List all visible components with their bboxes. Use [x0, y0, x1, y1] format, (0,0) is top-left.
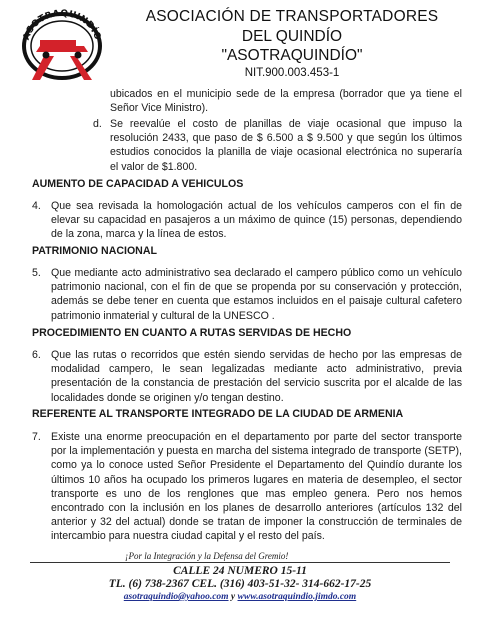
numbered-item: [32, 266, 462, 323]
section-heading: PROCEDIMIENTO EN CUANTO A RUTAS SERVIDAS DE HECHO: [32, 327, 352, 339]
logo-text: ASOTRAQUINDÍO: [21, 8, 103, 42]
section-heading: REFERENTE AL TRANSPORTE INTEGRADO DE LA CIUDAD DE ARMENIA: [32, 408, 404, 420]
item-text: Que mediante acto administrativo sea declarado el campero público como un vehículo patrimonio nacional, con el fin de que se propenda por su conservación y protección, además se debe tener en cuenta que estamos incluidos en el paisaje cultural cafetero patrimonio inmaterial y cultural de la UNESCO .: [51, 267, 462, 322]
item-d-text: Se reevalúe el costo de planillas de viaje ocasional que impuso la resolución 2433, que paso de $ 6.500 a $ 9.500 y que según los últimos estudios conocidos la planilla de viaje ocasional electrónica no superaría el valor de $1.800.: [110, 118, 462, 173]
asotraquindio-logo: [14, 6, 110, 82]
item-number: 4.: [32, 200, 41, 212]
section-heading: PATRIMONIO NACIONAL: [32, 245, 157, 257]
section-heading: AUMENTO DE CAPACIDAD A VEHICULOS: [32, 178, 244, 190]
item-text: Existe una enorme preocupación en el departamento por parte del sector transporte por la implementación y puesta en marcha del sistema integrado de transporte (SETP), como ya lo conoce usted Señor Presidente el Departamento del Quindío durante los últimos 10 años ha ocupado los primeros lugares en materia de desempleo, el sector transporte es uno de los renglones que mas empleo genera. Pero nos hemos encontrado con la inclusión en los planes de desarrollo anteriores (artículos 132 del anterior y 32 del actual) donde se tratan de imponer la construcción de terminales de intercambio para nuestra ciudad capital y el resto del país.: [51, 431, 462, 543]
item-d-marker: d.: [93, 118, 102, 130]
item-number: 5.: [32, 267, 41, 279]
footer-phones: TL. (6) 738-2367 CEL. (316) 403-51-32- 314-662-17-25: [108, 578, 372, 590]
item-text: Que sea revisada la homologación actual de los vehículos camperos con el fin de elevar su capacidad en pasajeros a un máximo de quince (15) personas, dependiendo de la zona, marca y la línea de estos.: [51, 200, 462, 241]
footer-website-link[interactable]: www.asotraquindio.jimdo.com: [237, 592, 357, 602]
footer-contacts: [0, 592, 480, 602]
item-text: Que las rutas o recorridos que estén siendo servidas de hecho por las empresas de modalidad campero, le sean legalizadas mediante acto administrativo, previa presentación de la constancia de prestación del servicio suscrita por el alcalde de las localidades donde se originen y/o tengan destino.: [51, 349, 462, 404]
item-number: 7.: [32, 431, 41, 443]
item-d: [93, 117, 462, 174]
nit-number: NIT.900.003.453-1: [244, 67, 340, 79]
footer-email-link[interactable]: asotraquindio@yahoo.com: [123, 592, 229, 602]
org-name-line3: "ASOTRAQUINDÍO": [221, 47, 363, 64]
item-number: 6.: [32, 349, 41, 361]
footer-divider: [30, 562, 450, 563]
footer-address: CALLE 24 NUMERO 15-11: [173, 565, 307, 577]
footer-motto: ¡Por la Integración y la Defensa del Gremio!: [125, 551, 289, 561]
numbered-item: [32, 430, 462, 544]
numbered-item: [32, 199, 462, 242]
footer-separator: y: [230, 592, 236, 602]
org-name-line1: ASOCIACIÓN DE TRANSPORTADORES: [145, 8, 439, 25]
continuation-paragraph: ubicados en el municipio sede de la empresa (borrador que ya tiene el Señor Vice Ministro).: [110, 88, 462, 115]
numbered-item: [32, 348, 462, 405]
org-name-line2: DEL QUINDÍO: [241, 28, 343, 45]
